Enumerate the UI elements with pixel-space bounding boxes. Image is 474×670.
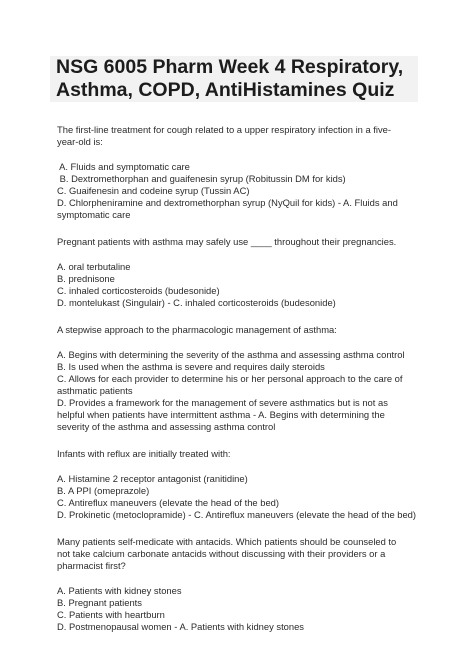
answer-option: A. oral terbutaline xyxy=(57,261,131,272)
title-line: NSG 6005 Pharm Week 4 Respiratory, xyxy=(56,56,404,78)
question-block xyxy=(57,324,427,433)
quiz-content xyxy=(57,124,427,648)
stem-line: not take calcium carbonate antacids without discussing with their providers or a xyxy=(57,548,386,559)
question-block xyxy=(57,236,427,309)
question-stem xyxy=(57,536,427,572)
answer-option: A. Begins with determining the severity of the asthma and assessing asthma control xyxy=(57,349,405,360)
answer-option: C. inhaled corticosteroids (budesonide) xyxy=(57,285,220,296)
answer-option: A. Histamine 2 receptor antagonist (ranitidine) xyxy=(57,473,248,484)
answer-options xyxy=(57,585,427,633)
answer-options xyxy=(57,261,427,309)
answer-option: severity of the asthma and assessing asthma control xyxy=(57,421,276,432)
question-block xyxy=(57,124,427,221)
answer-option: C. Patients with heartburn xyxy=(57,609,165,620)
answer-option: D. montelukast (Singulair) - C. inhaled corticosteroids (budesonide) xyxy=(57,297,336,308)
stem-line: Many patients self-medicate with antacids. Which patients should be counseled to xyxy=(57,536,397,547)
page-title xyxy=(56,56,426,102)
answer-option: A. Fluids and symptomatic care xyxy=(57,161,190,172)
answer-option: D. Provides a framework for the management of severe asthmatics but is not as xyxy=(57,397,388,408)
answer-option: C. Allows for each provider to determine his or her personal approach to the care of xyxy=(57,373,403,384)
question-stem xyxy=(57,324,427,336)
answer-options xyxy=(57,349,427,433)
question-stem xyxy=(57,448,427,460)
answer-option: B. prednisone xyxy=(57,273,115,284)
answer-option: asthmatic patients xyxy=(57,385,133,396)
answer-option: C. Antireflux maneuvers (elevate the head of the bed) xyxy=(57,497,280,508)
answer-option: D. Chlorpheniramine and dextromethorphan syrup (NyQuil for kids) - A. Fluids and xyxy=(57,197,398,208)
stem-line: Infants with reflux are initially treated with: xyxy=(57,448,231,459)
stem-line: The first-line treatment for cough related to a upper respiratory infection in a five- xyxy=(57,124,392,135)
answer-option: symptomatic care xyxy=(57,209,131,220)
answer-options xyxy=(57,161,427,221)
answer-option: B. Pregnant patients xyxy=(57,597,142,608)
question-stem xyxy=(57,124,427,148)
question-block xyxy=(57,536,427,633)
question-block xyxy=(57,448,427,521)
stem-line: Pregnant patients with asthma may safely use ____ throughout their pregnancies. xyxy=(57,236,397,247)
answer-option: D. Postmenopausal women - A. Patients with kidney stones xyxy=(57,621,304,632)
stem-line: A stepwise approach to the pharmacologic management of asthma: xyxy=(57,324,337,335)
stem-line: year-old is: xyxy=(57,136,103,147)
answer-option: B. Is used when the asthma is severe and requires daily steroids xyxy=(57,361,325,372)
question-stem xyxy=(57,236,427,248)
stem-line: pharmacist first? xyxy=(57,560,126,571)
answer-option: B. A PPI (omeprazole) xyxy=(57,485,150,496)
answer-option: D. Prokinetic (metoclopramide) - C. Antireflux maneuvers (elevate the head of the bed) xyxy=(57,509,417,520)
answer-option: A. Patients with kidney stones xyxy=(57,585,182,596)
answer-option: C. Guaifenesin and codeine syrup (Tussin AC) xyxy=(57,185,250,196)
answer-option: helpful when patients have intermittent asthma - A. Begins with determining the xyxy=(57,409,385,420)
answer-options xyxy=(57,473,427,521)
title-line: Asthma, COPD, AntiHistamines Quiz xyxy=(56,79,395,101)
answer-option: B. Dextromethorphan and guaifenesin syrup (Robitussin DM for kids) xyxy=(57,173,346,184)
